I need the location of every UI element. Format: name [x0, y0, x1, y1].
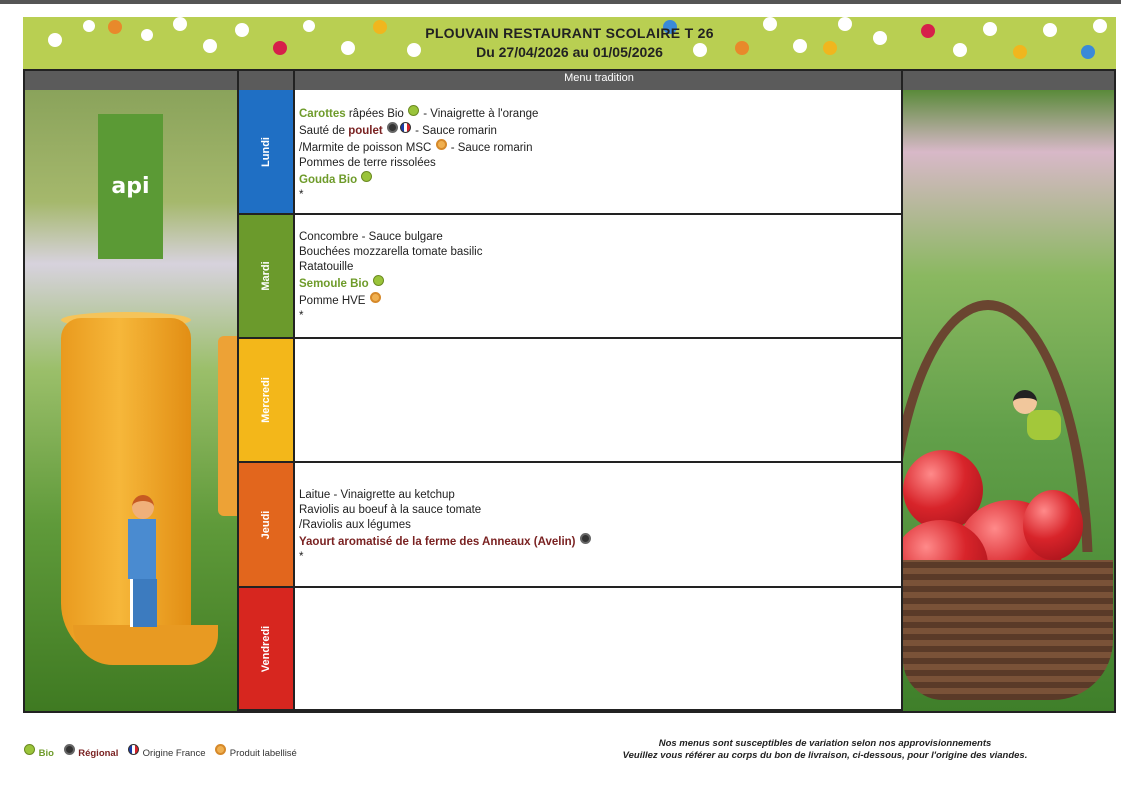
- api-logo: api: [98, 114, 163, 259]
- menu-jeudi: [295, 463, 903, 588]
- menu-column-title: Menu tradition: [564, 72, 634, 84]
- menu-item: /Raviolis aux légumes: [299, 519, 411, 531]
- day-vendredi: Vendredi: [238, 588, 295, 711]
- page-title: PLOUVAIN RESTAURANT SCOLAIRE T 26: [425, 25, 714, 41]
- menu-item: Sauté de poulet - Sauce romarin: [299, 122, 897, 139]
- day-mardi: Mardi: [238, 215, 295, 339]
- label-icon: [436, 139, 447, 150]
- footer-notes: Nos menus sont susceptibles de variation selon nos approvisionnements Veuillez vous référer au corps du bon de livraison, ci-dessous, pour l'origine des viandes.: [622, 738, 1028, 761]
- menu-item: *: [299, 551, 304, 563]
- boot-back: [218, 336, 238, 516]
- menu-item: *: [299, 310, 304, 322]
- regional-icon: [64, 744, 75, 755]
- legend: Bio Régional Origine France Produit labellisé: [23, 744, 303, 759]
- menu-item: Pomme HVE: [299, 292, 897, 309]
- menu-item: Yaourt aromatisé de la ferme des Anneaux (Avelin): [299, 533, 897, 550]
- menu-item: Ratatouille: [299, 261, 354, 273]
- menu-item: *: [299, 189, 304, 201]
- date-range: Du 27/04/2026 au 01/05/2026: [476, 44, 663, 60]
- child-illustration: [118, 495, 168, 630]
- menu-item: Semoule Bio: [299, 275, 897, 292]
- menu-item: Bouchées mozzarella tomate basilic: [299, 246, 483, 258]
- menu-item: Carottes râpées Bio - Vinaigrette à l'orange: [299, 105, 897, 122]
- regional-icon: [580, 533, 591, 544]
- menu-item: Concombre - Sauce bulgare: [299, 231, 443, 243]
- top-border: [0, 0, 1121, 4]
- label-icon: [370, 292, 381, 303]
- france-flag-icon: [128, 744, 139, 755]
- label-icon: [215, 744, 226, 755]
- menu-item: Raviolis au boeuf à la sauce tomate: [299, 504, 482, 516]
- menu-mardi: [295, 215, 903, 339]
- menu-vendredi: [295, 588, 903, 711]
- menu-item: Laitue - Vinaigrette au ketchup: [299, 489, 455, 501]
- child-climbing-illustration: [1013, 390, 1073, 450]
- left-photo-boots: [23, 90, 238, 711]
- right-photo-apples: [903, 90, 1116, 711]
- regional-icon: [387, 122, 398, 133]
- day-mercredi: Mercredi: [238, 339, 295, 463]
- bio-icon: [373, 275, 384, 286]
- header-band: [23, 17, 1116, 69]
- bio-icon: [408, 105, 419, 116]
- menu-mercredi: [295, 339, 903, 463]
- menu-item: Gouda Bio: [299, 171, 897, 188]
- apple: [1023, 490, 1083, 560]
- menu-item: /Marmite de poisson MSC - Sauce romarin: [299, 139, 897, 156]
- basket: [903, 560, 1113, 700]
- day-jeudi: Jeudi: [238, 463, 295, 588]
- menu-item: Pommes de terre rissolées: [299, 157, 436, 169]
- bio-icon: [24, 744, 35, 755]
- column-header-bar: [23, 69, 1116, 90]
- menu-lundi: [295, 90, 903, 215]
- france-flag-icon: [400, 122, 411, 133]
- day-lundi: Lundi: [238, 90, 295, 215]
- bio-icon: [361, 171, 372, 182]
